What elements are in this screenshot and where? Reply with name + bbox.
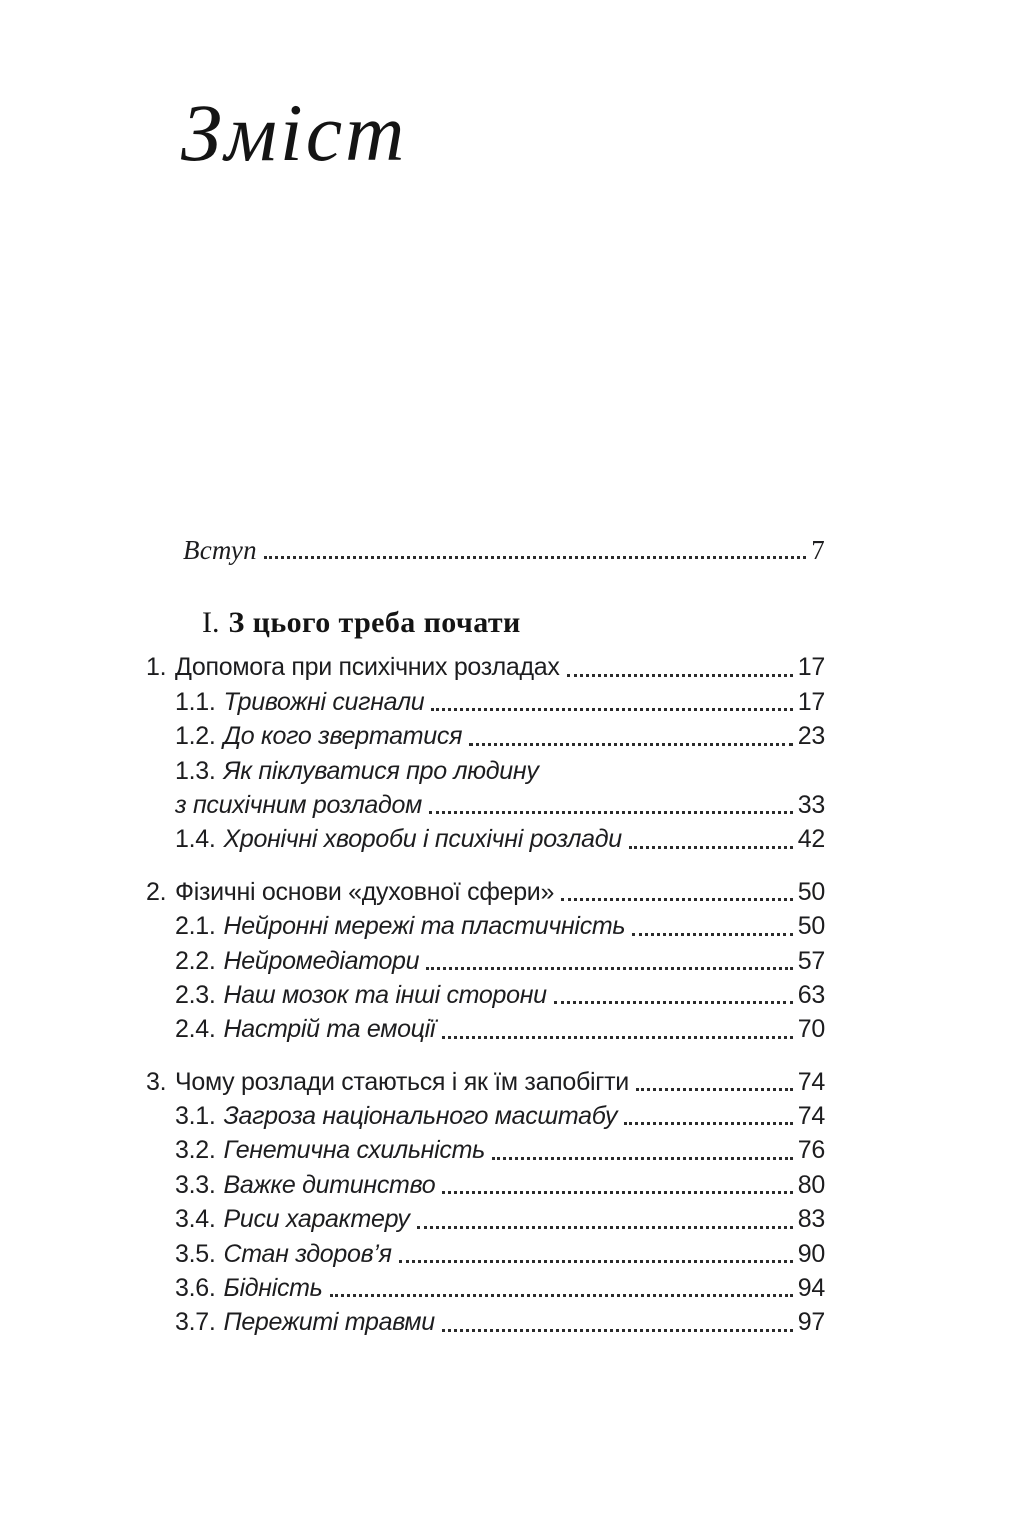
section-number: 1.1.: [175, 687, 216, 716]
page-number: 33: [797, 790, 825, 819]
toc-section-row: [175, 1099, 825, 1133]
chapter-title: Фізичні основи «духовної сфери»: [175, 877, 555, 906]
section-title: Риси характеру: [223, 1205, 410, 1234]
chapter-title: Допомога при психічних розладах: [175, 653, 560, 682]
page-number: 74: [797, 1067, 825, 1096]
section-title-continuation: з психічним розладом: [175, 790, 422, 819]
section-title: Генетична схильність: [223, 1136, 485, 1165]
page-number: 17: [797, 687, 825, 716]
part-heading: [202, 603, 825, 643]
section-number: 3.2.: [175, 1136, 216, 1165]
section-title: До кого звертатися: [223, 722, 463, 751]
intro-title: Вступ: [183, 535, 257, 565]
dotted-leader: [554, 1001, 793, 1004]
page-number: 70: [797, 1015, 825, 1044]
dotted-leader: [442, 1329, 793, 1332]
section-number: 1.2.: [175, 722, 216, 751]
dotted-leader: [629, 846, 793, 849]
page-number: 17: [797, 653, 825, 682]
dotted-leader: [442, 1036, 793, 1039]
section-number: 3.4.: [175, 1205, 216, 1234]
page-number: 74: [797, 1102, 825, 1131]
dotted-leader: [492, 1157, 793, 1160]
section-title: Стан здоров’я: [223, 1239, 392, 1268]
dotted-leader: [567, 674, 793, 677]
toc-section-continuation-row: [175, 788, 825, 822]
section-number: 1.4.: [175, 825, 216, 854]
page-number: 90: [797, 1239, 825, 1268]
toc-section-row: [175, 978, 825, 1012]
dotted-leader: [469, 743, 793, 746]
chapter-number: 3.: [146, 1067, 167, 1096]
page-number: 80: [797, 1170, 825, 1199]
section-title: Настрій та емоції: [223, 1015, 436, 1044]
dotted-leader: [264, 556, 807, 559]
section-title: Бідність: [223, 1274, 323, 1303]
dotted-leader: [426, 967, 793, 970]
section-number: 3.3.: [175, 1170, 216, 1199]
dotted-leader: [429, 811, 793, 814]
chapter-number: 2.: [146, 877, 167, 906]
section-title: Як піклуватися про людину: [223, 756, 539, 785]
section-title: Пережиті травми: [223, 1308, 435, 1337]
chapter-number: 1.: [146, 653, 167, 682]
section-number: 3.1.: [175, 1102, 216, 1131]
part-numeral: I.: [202, 606, 220, 640]
toc-section-row: [175, 909, 825, 943]
section-title: Тривожні сигнали: [223, 687, 425, 716]
toc-intro-row: [183, 533, 825, 567]
dotted-leader: [417, 1226, 793, 1229]
toc-section-row: [175, 1237, 825, 1271]
section-number: 1.3.: [175, 756, 216, 785]
section-number: 3.5.: [175, 1239, 216, 1268]
section-number: 2.4.: [175, 1015, 216, 1044]
section-number: 3.7.: [175, 1308, 216, 1337]
toc-section-row: [175, 944, 825, 978]
page-number: 23: [797, 722, 825, 751]
toc-section-row: [175, 685, 825, 719]
page-number: 57: [797, 946, 825, 975]
page-number: 83: [797, 1205, 825, 1234]
dotted-leader: [330, 1294, 793, 1297]
section-number: 3.6.: [175, 1274, 216, 1303]
section-title: Хронічні хвороби і психічні розлади: [223, 825, 622, 854]
section-number: 2.2.: [175, 946, 216, 975]
page-number: 94: [797, 1274, 825, 1303]
dotted-leader: [632, 933, 793, 936]
section-title: Нейромедіатори: [223, 946, 420, 975]
page-number: 76: [797, 1136, 825, 1165]
toc-section-row: [175, 1271, 825, 1305]
toc-section-row: [175, 1133, 825, 1167]
page-title: Зміст: [181, 87, 408, 178]
part-title: З цього треба почати: [228, 606, 521, 640]
page-number: 50: [797, 912, 825, 941]
toc-section-row: [175, 1305, 825, 1339]
dotted-leader: [624, 1122, 793, 1125]
dotted-leader: [431, 708, 792, 711]
section-title: Наш мозок та інші сторони: [223, 980, 547, 1009]
toc-chapter-row: [146, 1065, 825, 1099]
page-number: 7: [811, 535, 825, 565]
page-number: 97: [797, 1308, 825, 1337]
dotted-leader: [561, 898, 793, 901]
dotted-leader: [636, 1088, 793, 1091]
table-of-contents: [146, 533, 825, 1340]
page-number: 63: [797, 980, 825, 1009]
dotted-leader: [399, 1260, 793, 1263]
toc-section-row: [175, 1168, 825, 1202]
section-title: Важке дитинство: [223, 1170, 436, 1199]
toc-section-row: [175, 1012, 825, 1046]
page-number: 42: [797, 825, 825, 854]
section-title: Нейронні мережі та пластичність: [223, 912, 626, 941]
chapter-title: Чому розлади стаються і як їм запобігти: [175, 1067, 629, 1096]
dotted-leader: [442, 1191, 792, 1194]
section-title: Загроза національного масштабу: [223, 1102, 618, 1131]
section-number: 2.3.: [175, 980, 216, 1009]
toc-section-row: [175, 1202, 825, 1236]
toc-chapter-row: [146, 875, 825, 909]
toc-section-row: [175, 822, 825, 856]
toc-chapter-row: [146, 650, 825, 684]
toc-section-row: [175, 754, 825, 788]
page-number: 50: [797, 877, 825, 906]
section-number: 2.1.: [175, 912, 216, 941]
toc-section-row: [175, 719, 825, 753]
